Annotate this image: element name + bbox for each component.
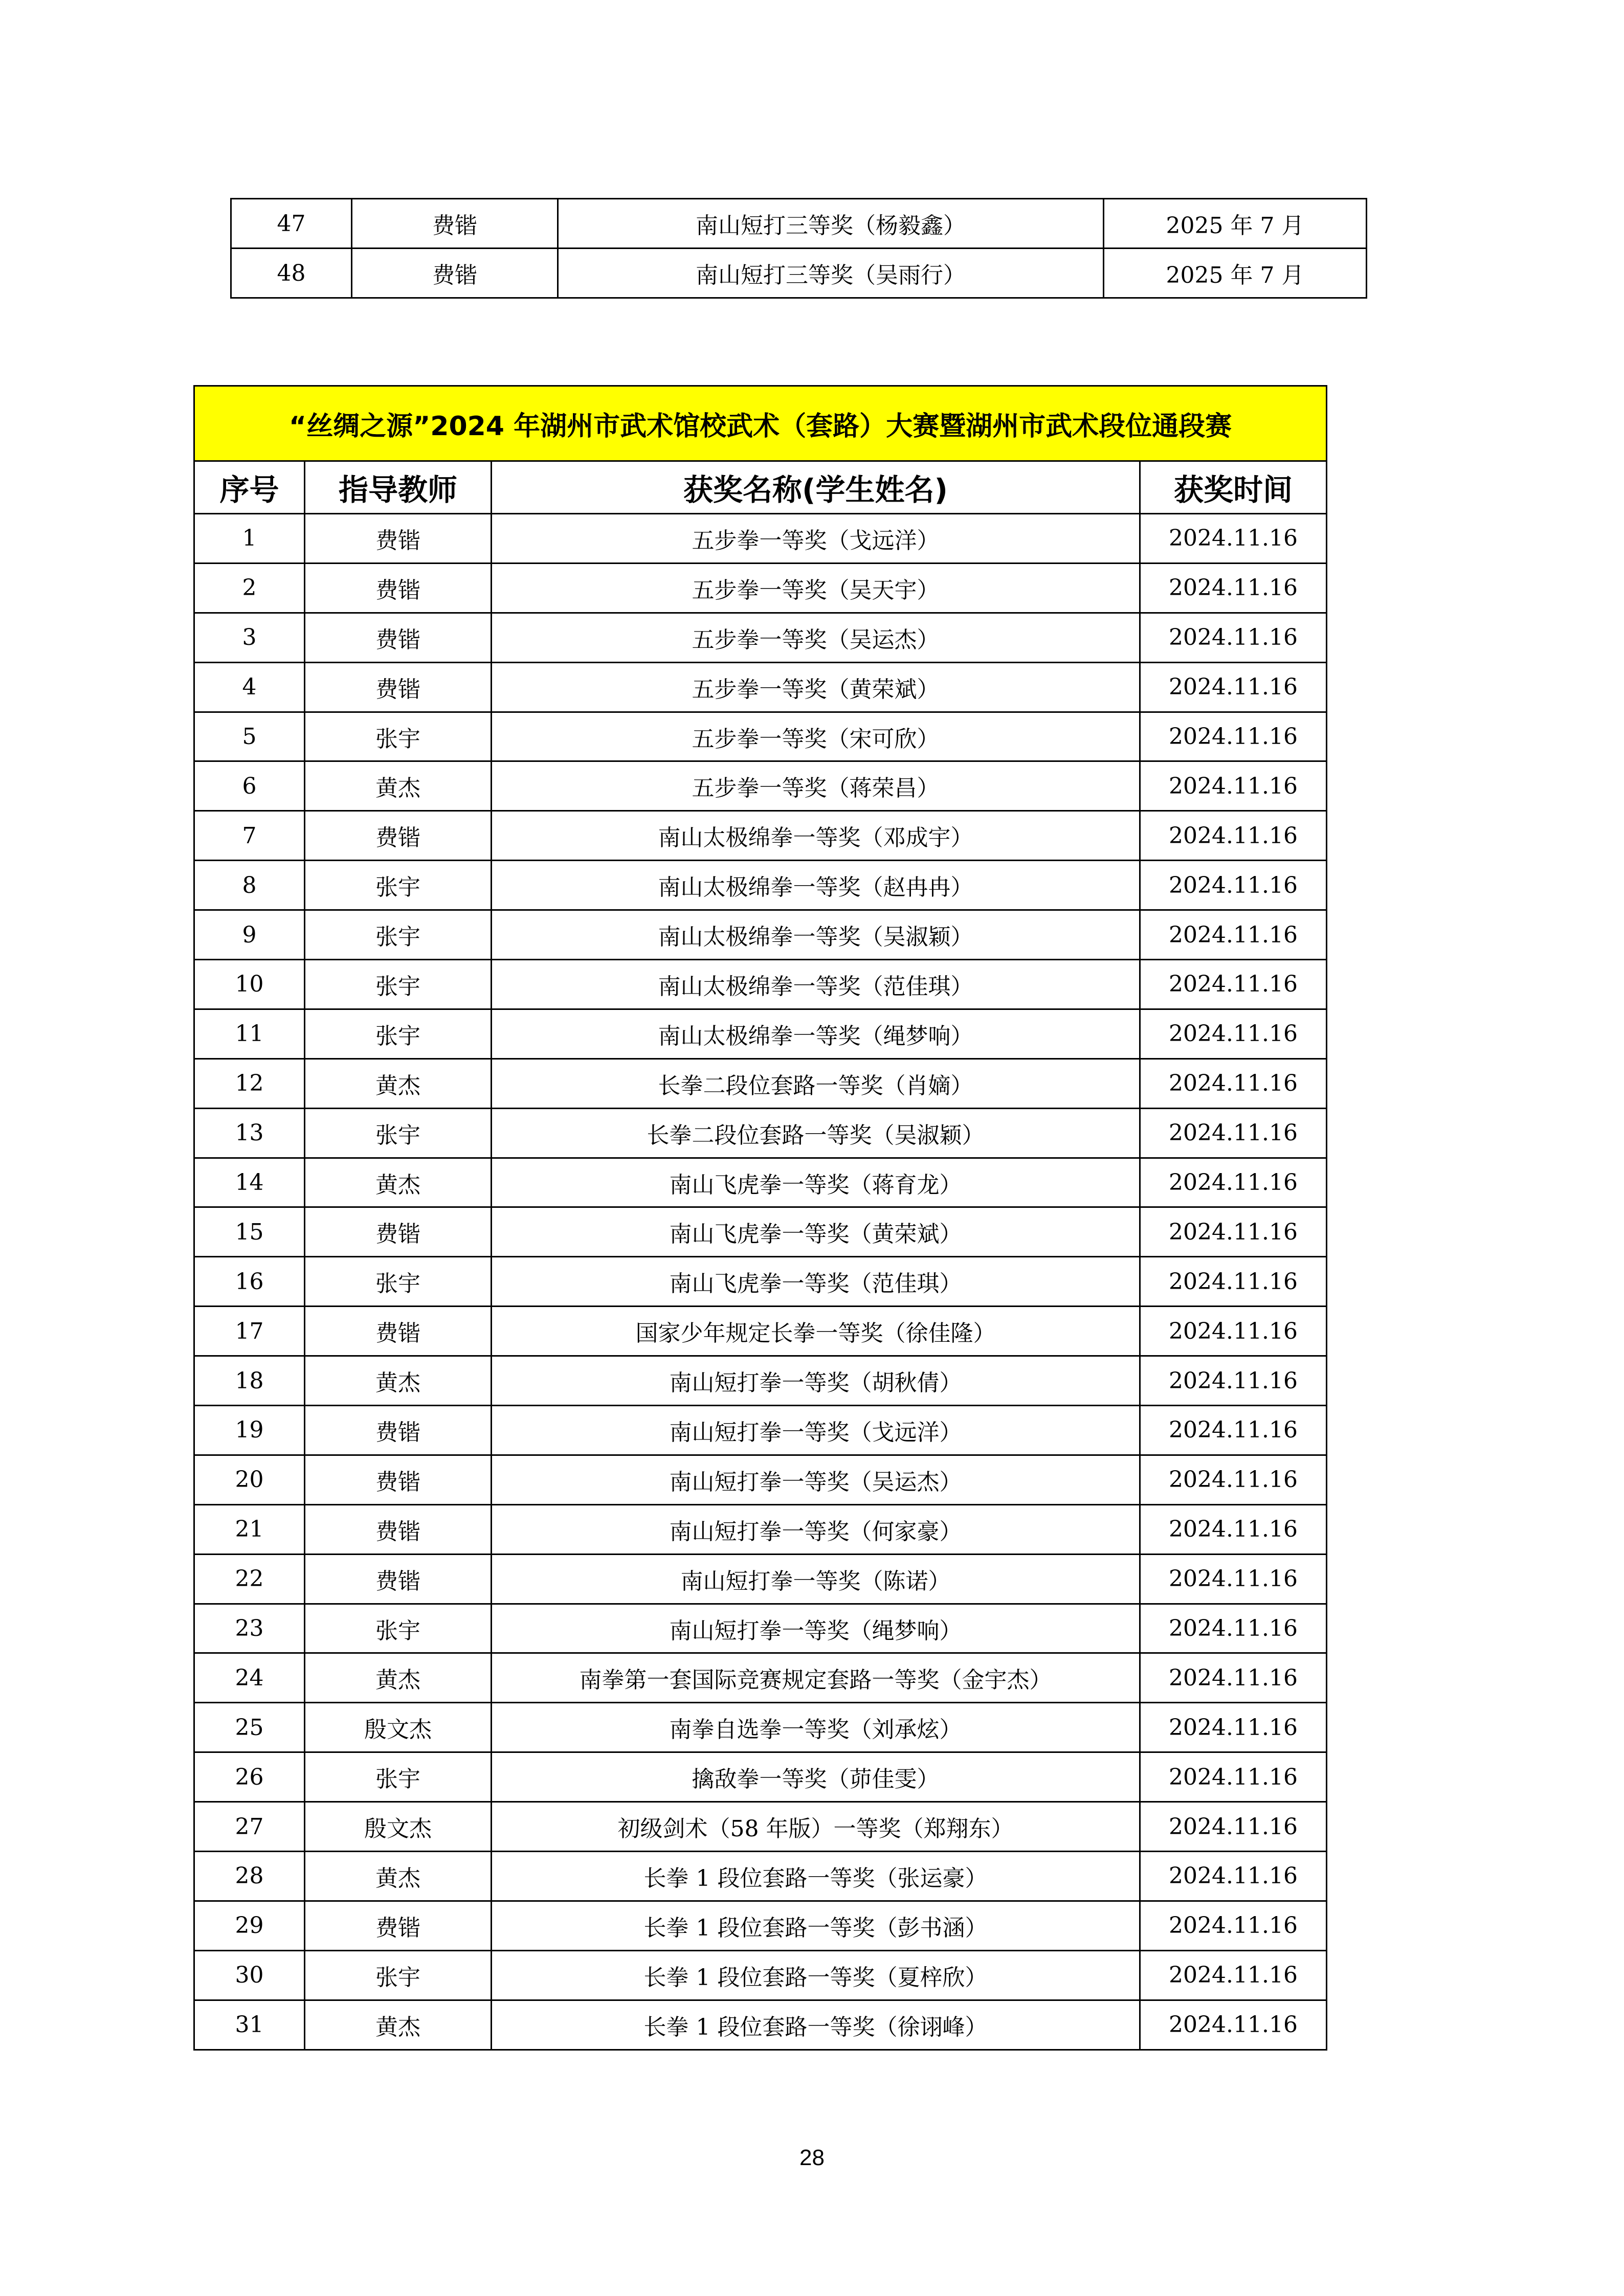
cell-no: 17 — [194, 1307, 305, 1356]
cell-teacher: 黄杰 — [305, 2000, 492, 2050]
cell-no: 22 — [194, 1554, 305, 1604]
cell-teacher: 黄杰 — [305, 1653, 492, 1703]
cell-award: 擒敌拳一等奖（茆佳雯） — [492, 1752, 1140, 1802]
cell-award: 长拳 1 段位套路一等奖（彭书涵） — [492, 1901, 1140, 1950]
cell-time: 2024.11.16 — [1140, 811, 1327, 861]
cell-teacher: 费锴 — [305, 613, 492, 662]
cell-time: 2024.11.16 — [1140, 1554, 1327, 1604]
table-row — [194, 910, 1327, 960]
cell-no: 1 — [194, 514, 305, 564]
cell-time: 2024.11.16 — [1140, 1455, 1327, 1504]
cell-no: 18 — [194, 1356, 305, 1406]
cell-no: 14 — [194, 1158, 305, 1207]
table-row — [194, 1207, 1327, 1257]
table-row — [231, 199, 1367, 249]
table-row — [194, 1059, 1327, 1108]
cell-time: 2024.11.16 — [1140, 960, 1327, 1009]
cell-award: 南山短打三等奖（吴雨行） — [558, 249, 1104, 298]
cell-no: 23 — [194, 1604, 305, 1653]
table-row — [194, 2000, 1327, 2050]
table-row — [194, 960, 1327, 1009]
cell-teacher: 费锴 — [305, 1554, 492, 1604]
table-row — [194, 1802, 1327, 1852]
cell-teacher: 费锴 — [305, 563, 492, 613]
cell-no: 5 — [194, 712, 305, 761]
cell-time: 2024.11.16 — [1140, 1802, 1327, 1852]
cell-teacher: 费锴 — [305, 1901, 492, 1950]
cell-award: 南山飞虎拳一等奖（黄荣斌） — [492, 1207, 1140, 1257]
previous-award-table-body — [231, 199, 1367, 298]
cell-time: 2024.11.16 — [1140, 563, 1327, 613]
competition-title: “丝绸之源”2024 年湖州市武术馆校武术（套路）大赛暨湖州市武术段位通段赛 — [194, 386, 1327, 461]
cell-teacher: 费锴 — [305, 1504, 492, 1554]
cell-no: 3 — [194, 613, 305, 662]
cell-award: 南山飞虎拳一等奖（蒋育龙） — [492, 1158, 1140, 1207]
table-row — [194, 1554, 1327, 1604]
cell-award: 南山短打拳一等奖（戈远洋） — [492, 1406, 1140, 1455]
table-row — [194, 1009, 1327, 1059]
cell-award: 南山太极绵拳一等奖（范佳琪） — [492, 960, 1140, 1009]
cell-time: 2024.11.16 — [1140, 1653, 1327, 1703]
cell-teacher: 张宇 — [305, 1108, 492, 1158]
cell-no: 7 — [194, 811, 305, 861]
cell-no: 16 — [194, 1257, 305, 1307]
cell-no: 11 — [194, 1009, 305, 1059]
cell-award: 南山短打拳一等奖（胡秋倩） — [492, 1356, 1140, 1406]
cell-time: 2024.11.16 — [1140, 1257, 1327, 1307]
cell-teacher: 费锴 — [305, 811, 492, 861]
cell-teacher: 黄杰 — [305, 761, 492, 811]
table-row — [194, 1752, 1327, 1802]
cell-time: 2024.11.16 — [1140, 1406, 1327, 1455]
cell-no: 10 — [194, 960, 305, 1009]
cell-no: 48 — [231, 249, 352, 298]
cell-award: 南山太极绵拳一等奖（绳梦响） — [492, 1009, 1140, 1059]
cell-no: 19 — [194, 1406, 305, 1455]
cell-time: 2024.11.16 — [1140, 662, 1327, 712]
cell-award: 南山太极绵拳一等奖（吴淑颖） — [492, 910, 1140, 960]
cell-no: 31 — [194, 2000, 305, 2050]
cell-time: 2024.11.16 — [1140, 712, 1327, 761]
cell-teacher: 费锴 — [305, 1307, 492, 1356]
cell-time: 2024.11.16 — [1140, 613, 1327, 662]
cell-no: 30 — [194, 1950, 305, 2000]
cell-award: 南拳自选拳一等奖（刘承炫） — [492, 1703, 1140, 1752]
table-row — [194, 1604, 1327, 1653]
cell-no: 13 — [194, 1108, 305, 1158]
cell-award: 南山太极绵拳一等奖（邓成宇） — [492, 811, 1140, 861]
page-number: 28 — [799, 2145, 825, 2170]
cell-award: 五步拳一等奖（黄荣斌） — [492, 662, 1140, 712]
table-row — [194, 1257, 1327, 1307]
table-row — [194, 1852, 1327, 1901]
cell-no: 9 — [194, 910, 305, 960]
table-row — [194, 1901, 1327, 1950]
cell-award: 长拳二段位套路一等奖（肖嫡） — [492, 1059, 1140, 1108]
table-row — [194, 1703, 1327, 1752]
cell-teacher: 张宇 — [305, 960, 492, 1009]
cell-time: 2024.11.16 — [1140, 1604, 1327, 1653]
table-row — [194, 1406, 1327, 1455]
cell-teacher: 张宇 — [305, 1752, 492, 1802]
cell-teacher: 殷文杰 — [305, 1703, 492, 1752]
cell-award: 五步拳一等奖（吴运杰） — [492, 613, 1140, 662]
cell-teacher: 费锴 — [352, 199, 558, 249]
cell-award: 南山飞虎拳一等奖（范佳琪） — [492, 1257, 1140, 1307]
table-row — [194, 712, 1327, 761]
table-row — [194, 1504, 1327, 1554]
cell-no: 4 — [194, 662, 305, 712]
cell-time: 2024.11.16 — [1140, 1901, 1327, 1950]
cell-teacher: 张宇 — [305, 1009, 492, 1059]
cell-teacher: 张宇 — [305, 1950, 492, 2000]
cell-award: 国家少年规定长拳一等奖（徐佳隆） — [492, 1307, 1140, 1356]
cell-no: 26 — [194, 1752, 305, 1802]
table-row — [194, 811, 1327, 861]
cell-no: 24 — [194, 1653, 305, 1703]
cell-teacher: 黄杰 — [305, 1059, 492, 1108]
cell-no: 2 — [194, 563, 305, 613]
cell-no: 28 — [194, 1852, 305, 1901]
cell-teacher: 张宇 — [305, 712, 492, 761]
competition-award-table-body — [194, 514, 1327, 2050]
table-row — [194, 1307, 1327, 1356]
header-teacher: 指导教师 — [305, 461, 492, 514]
cell-teacher: 殷文杰 — [305, 1802, 492, 1852]
cell-award: 南山短打拳一等奖（何家豪） — [492, 1504, 1140, 1554]
table-row — [194, 563, 1327, 613]
cell-time: 2024.11.16 — [1140, 1703, 1327, 1752]
cell-teacher: 费锴 — [305, 662, 492, 712]
competition-award-table — [193, 385, 1327, 2051]
cell-award: 南山短打拳一等奖（吴运杰） — [492, 1455, 1140, 1504]
cell-time: 2024.11.16 — [1140, 1059, 1327, 1108]
cell-teacher: 费锴 — [305, 514, 492, 564]
table-row — [194, 613, 1327, 662]
cell-no: 47 — [231, 199, 352, 249]
cell-teacher: 张宇 — [305, 1257, 492, 1307]
cell-no: 15 — [194, 1207, 305, 1257]
cell-award: 长拳二段位套路一等奖（吴淑颖） — [492, 1108, 1140, 1158]
table-row — [194, 1356, 1327, 1406]
cell-time: 2024.11.16 — [1140, 1307, 1327, 1356]
header-award: 获奖名称(学生姓名) — [492, 461, 1140, 514]
cell-award: 五步拳一等奖（宋可欣） — [492, 712, 1140, 761]
cell-no: 29 — [194, 1901, 305, 1950]
header-time: 获奖时间 — [1140, 461, 1327, 514]
previous-award-table — [230, 198, 1367, 299]
cell-award: 长拳 1 段位套路一等奖（徐诩峰） — [492, 2000, 1140, 2050]
cell-time: 2024.11.16 — [1140, 1158, 1327, 1207]
competition-award-table-head — [194, 386, 1327, 514]
cell-time: 2025 年 7 月 — [1104, 249, 1367, 298]
cell-no: 27 — [194, 1802, 305, 1852]
cell-time: 2024.11.16 — [1140, 1108, 1327, 1158]
cell-award: 五步拳一等奖（吴天宇） — [492, 563, 1140, 613]
title-row — [194, 386, 1327, 461]
cell-teacher: 张宇 — [305, 861, 492, 910]
cell-no: 6 — [194, 761, 305, 811]
cell-award: 五步拳一等奖（戈远洋） — [492, 514, 1140, 564]
table-row — [194, 1950, 1327, 2000]
table-row — [194, 1653, 1327, 1703]
cell-time: 2024.11.16 — [1140, 1950, 1327, 2000]
cell-award: 初级剑术（58 年版）一等奖（郑翔东） — [492, 1802, 1140, 1852]
cell-time: 2024.11.16 — [1140, 761, 1327, 811]
header-row — [194, 461, 1327, 514]
cell-teacher: 费锴 — [305, 1406, 492, 1455]
cell-teacher: 费锴 — [305, 1455, 492, 1504]
cell-teacher: 张宇 — [305, 910, 492, 960]
table-row — [194, 861, 1327, 910]
cell-teacher: 黄杰 — [305, 1356, 492, 1406]
cell-no: 21 — [194, 1504, 305, 1554]
cell-teacher: 费锴 — [352, 249, 558, 298]
cell-time: 2024.11.16 — [1140, 1752, 1327, 1802]
cell-time: 2024.11.16 — [1140, 861, 1327, 910]
cell-award: 南山短打拳一等奖（陈诺） — [492, 1554, 1140, 1604]
table-row — [231, 249, 1367, 298]
table-row — [194, 1455, 1327, 1504]
cell-award: 长拳 1 段位套路一等奖（张运豪） — [492, 1852, 1140, 1901]
cell-time: 2024.11.16 — [1140, 514, 1327, 564]
cell-no: 8 — [194, 861, 305, 910]
cell-teacher: 张宇 — [305, 1604, 492, 1653]
cell-teacher: 黄杰 — [305, 1158, 492, 1207]
table-row — [194, 1158, 1327, 1207]
cell-time: 2024.11.16 — [1140, 1207, 1327, 1257]
cell-teacher: 黄杰 — [305, 1852, 492, 1901]
table-row — [194, 514, 1327, 564]
cell-award: 南山太极绵拳一等奖（赵冉冉） — [492, 861, 1140, 910]
cell-time: 2025 年 7 月 — [1104, 199, 1367, 249]
cell-no: 12 — [194, 1059, 305, 1108]
cell-time: 2024.11.16 — [1140, 1852, 1327, 1901]
cell-time: 2024.11.16 — [1140, 910, 1327, 960]
table-row — [194, 662, 1327, 712]
cell-award: 南拳第一套国际竞赛规定套路一等奖（金宇杰） — [492, 1653, 1140, 1703]
cell-time: 2024.11.16 — [1140, 1356, 1327, 1406]
cell-award: 长拳 1 段位套路一等奖（夏梓欣） — [492, 1950, 1140, 2000]
cell-teacher: 费锴 — [305, 1207, 492, 1257]
table-row — [194, 761, 1327, 811]
cell-time: 2024.11.16 — [1140, 1009, 1327, 1059]
cell-award: 南山短打三等奖（杨毅鑫） — [558, 199, 1104, 249]
table-row — [194, 1108, 1327, 1158]
cell-time: 2024.11.16 — [1140, 2000, 1327, 2050]
cell-award: 五步拳一等奖（蒋荣昌） — [492, 761, 1140, 811]
cell-award: 南山短打拳一等奖（绳梦响） — [492, 1604, 1140, 1653]
cell-time: 2024.11.16 — [1140, 1504, 1327, 1554]
cell-no: 25 — [194, 1703, 305, 1752]
cell-no: 20 — [194, 1455, 305, 1504]
header-no: 序号 — [194, 461, 305, 514]
